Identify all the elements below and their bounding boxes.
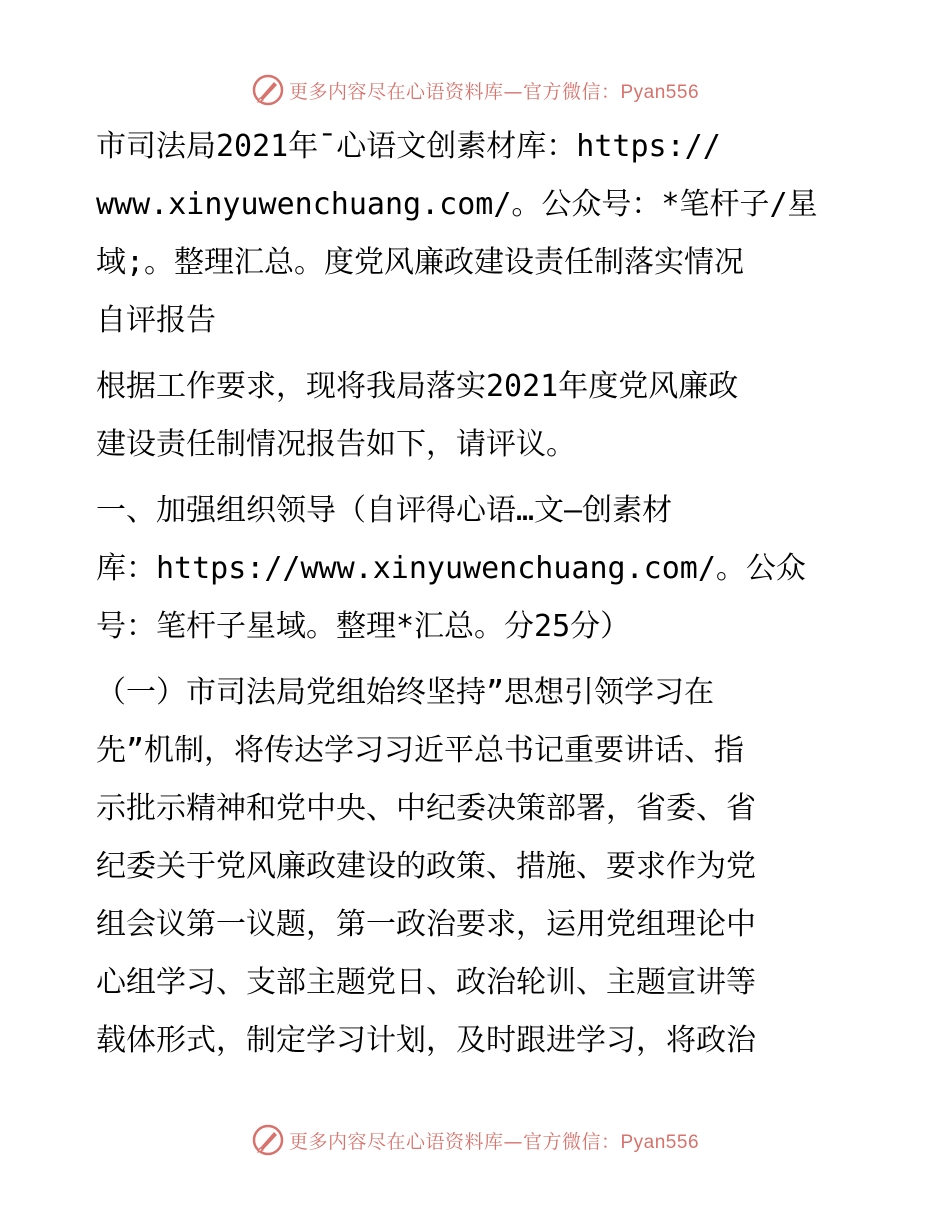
text-line: www.xinyuwenchuang.com/。公众号：*笔杆子/星 <box>96 187 818 222</box>
document-body <box>96 118 856 1070</box>
text-line: 域;。整理汇总。度党风廉政建设责任制落实情况 <box>96 245 745 280</box>
text-line: 根据工作要求，现将我局落实2021年度党风廉政 <box>96 369 739 404</box>
text-line: 一、加强组织领导（自评得心语…文—创素材 <box>96 493 673 528</box>
title-paragraph <box>96 118 856 350</box>
text-line: 自评报告 <box>96 303 216 338</box>
text-line: 号：笔杆子星域。整理*汇总。分25分） <box>96 609 631 644</box>
text-line: 组会议第一议题，第一政治要求，运用党组理论中 <box>96 907 756 942</box>
text-line: 建设责任制情况报告如下，请评议。 <box>96 427 576 462</box>
banner-text: 更多内容尽在心语资料库—官方微信： <box>288 1130 621 1153</box>
text-line: 示批示精神和党中央、中纪委决策部署，省委、省 <box>96 791 756 826</box>
pen-logo-icon <box>251 73 285 107</box>
banner-wechat-id: Pyan556 <box>620 81 700 103</box>
text-line: 心组学习、支部主题党日、政治轮训、主题宣讲等 <box>96 965 756 1000</box>
text-line: 先”机制，将传达学习习近平总书记重要讲话、指 <box>96 733 745 768</box>
banner-wechat-id: Pyan556 <box>620 1131 700 1153</box>
text-line: 纪委关于党风廉政建设的政策、措施、要求作为党 <box>96 849 756 884</box>
pen-logo-icon <box>251 1123 285 1157</box>
text-line: 载体形式，制定学习计划，及时跟进学习，将政治 <box>96 1023 756 1058</box>
intro-paragraph <box>96 358 856 474</box>
header-watermark-banner <box>0 72 950 108</box>
section-heading <box>96 482 856 656</box>
text-line: 市司法局2021年¯心语文创素材库：https:// <box>96 129 721 164</box>
body-paragraph <box>96 664 856 1070</box>
footer-watermark-banner <box>0 1122 950 1158</box>
banner-text: 更多内容尽在心语资料库—官方微信： <box>288 80 621 103</box>
text-line: （一）市司法局党组始终坚持”思想引领学习在 <box>96 675 715 710</box>
text-line: 库：https://www.xinyuwenchuang.com/。公众 <box>96 551 806 586</box>
